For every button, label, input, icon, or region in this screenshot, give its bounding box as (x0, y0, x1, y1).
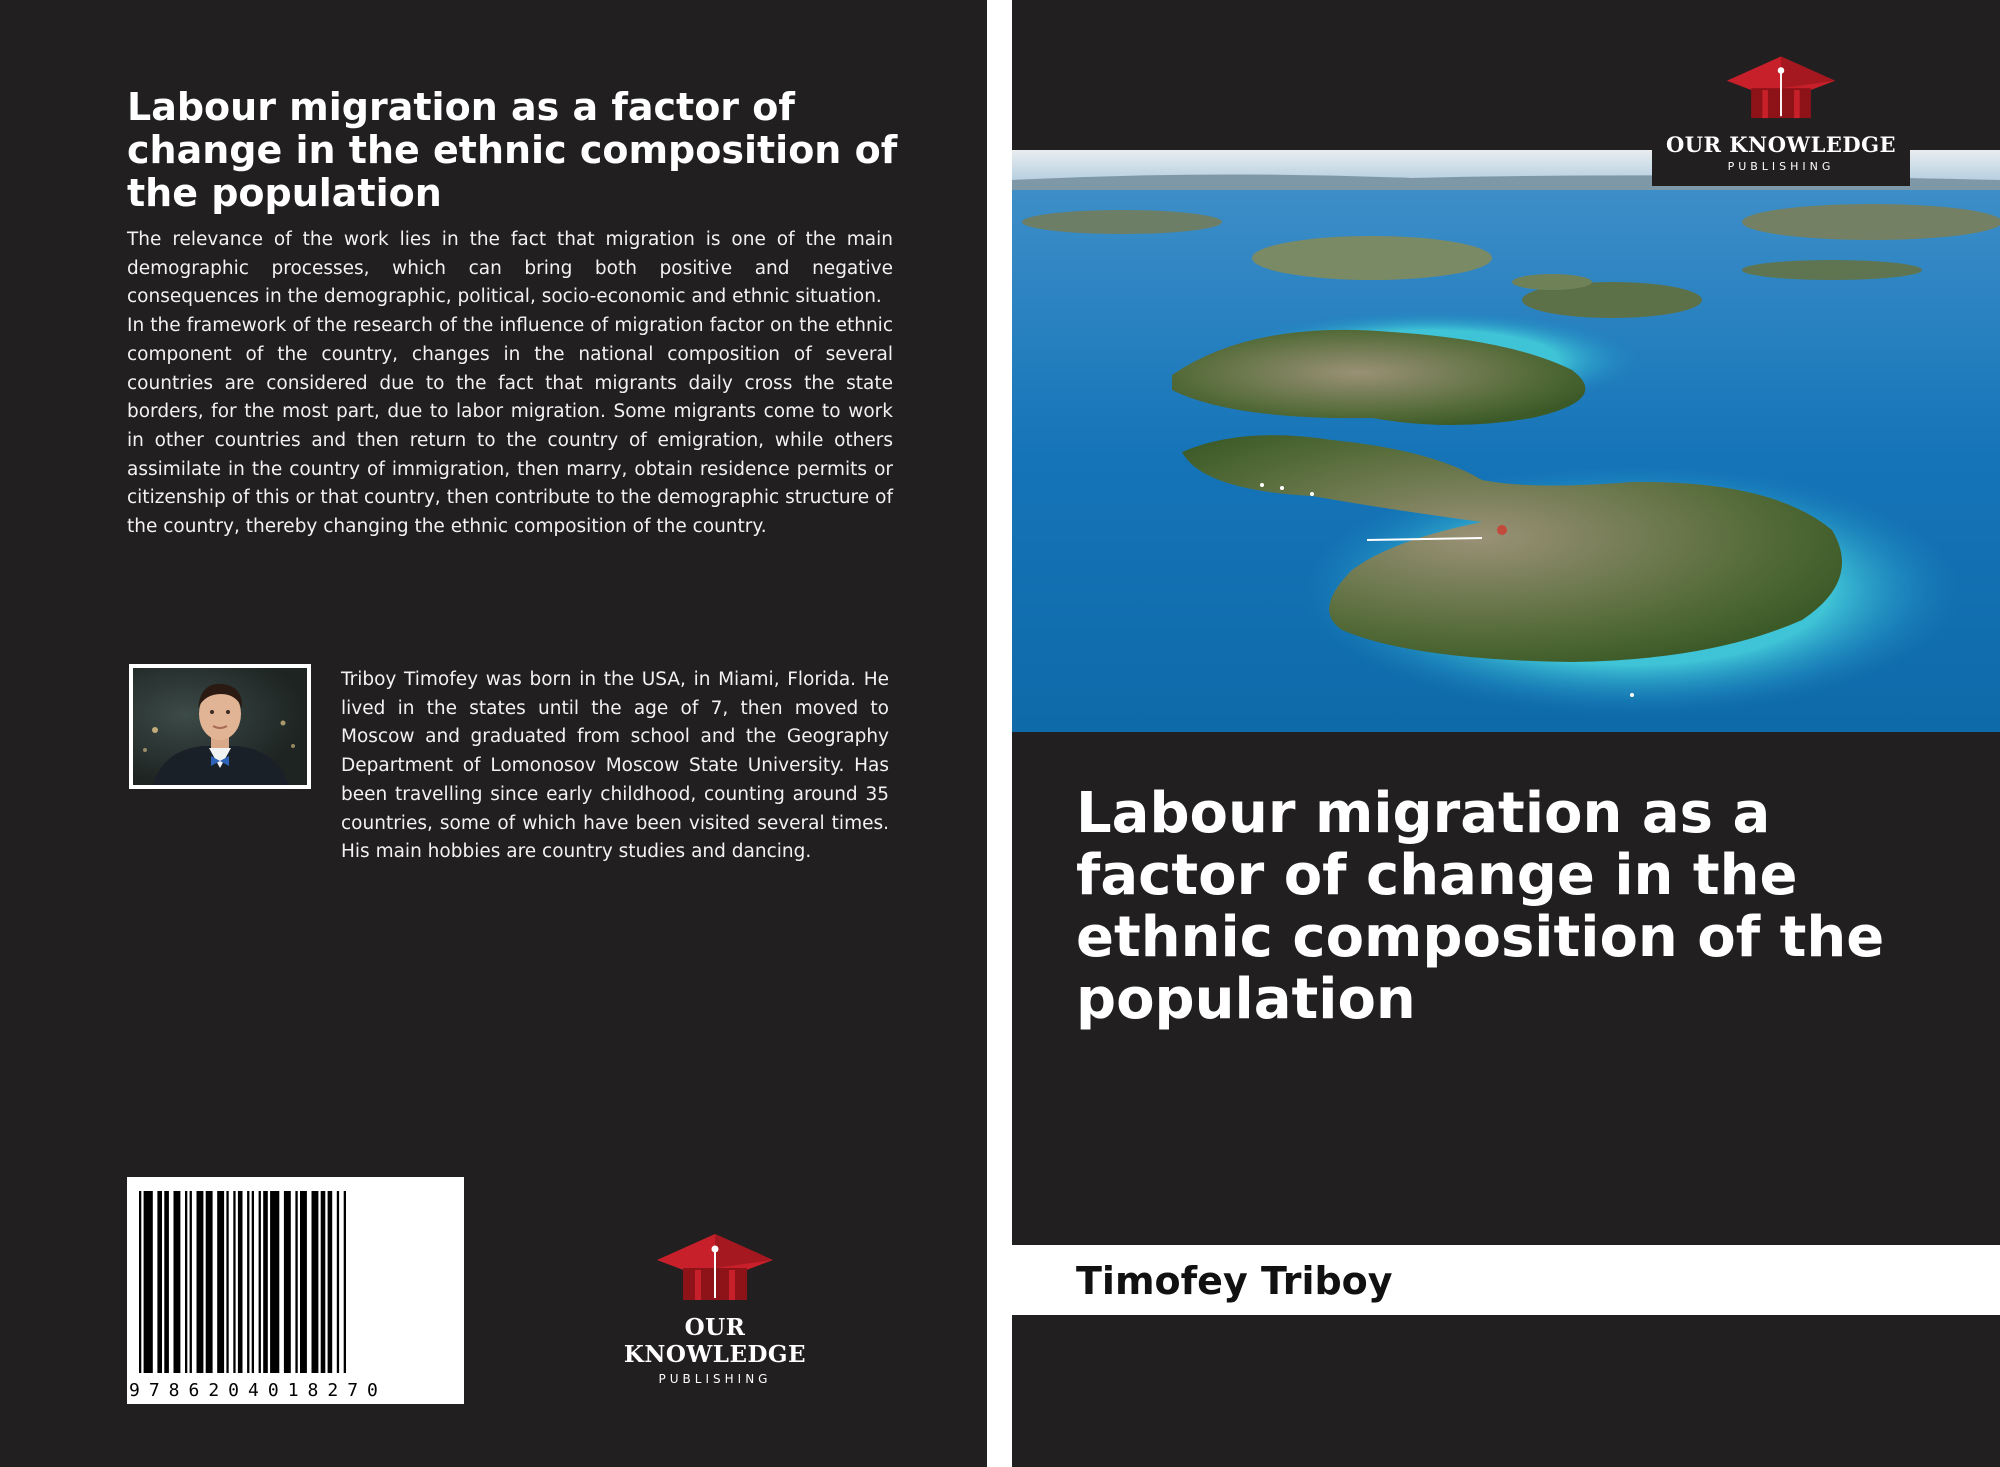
barcode-bar (190, 1191, 192, 1373)
barcode-bar (337, 1191, 339, 1373)
author-name: Timofey Triboy (1076, 1259, 1393, 1303)
author-band (1012, 1245, 2000, 1315)
barcode-bar (312, 1191, 319, 1373)
publisher-sub: PUBLISHING (1727, 160, 1835, 173)
barcode-bar (206, 1191, 213, 1373)
graduation-cap-icon (655, 1232, 775, 1310)
barcode-bar (344, 1191, 346, 1373)
barcode-bar (259, 1191, 261, 1373)
barcode-bar (295, 1191, 297, 1373)
barcode-bar (144, 1191, 153, 1373)
isbn-number: 9786204018270 (129, 1380, 387, 1401)
back-cover (0, 0, 987, 1467)
front-publisher-logo-box (1652, 46, 1910, 186)
barcode-bars (127, 1177, 464, 1404)
barcode-bar (328, 1191, 333, 1373)
publisher-brand: OUR KNOWLEDGE (1665, 132, 1897, 157)
back-publisher-logo (590, 1232, 840, 1386)
aerial-islands-image (1012, 150, 2000, 732)
back-cover-blurb (127, 226, 893, 542)
barcode-bar (252, 1191, 254, 1373)
barcode-bar (300, 1191, 307, 1373)
graduation-cap-icon (1725, 54, 1837, 128)
front-publisher-logo (1652, 54, 1910, 173)
isbn-barcode (127, 1177, 464, 1404)
barcode-bar (164, 1191, 169, 1373)
back-cover-title: Labour migration as a factor of change in the ethnic composition of the population (127, 85, 898, 215)
barcode-bar (263, 1191, 268, 1373)
barcode-bar (284, 1191, 291, 1373)
barcode-bar (185, 1191, 187, 1373)
barcode-bar (157, 1191, 162, 1373)
front-cover-title: Labour migration as a factor of change in the ethnic composition of the population (1076, 781, 1885, 1032)
barcode-bar (197, 1191, 204, 1373)
author-photo (129, 664, 311, 789)
cover-photo-islands (1012, 150, 2000, 732)
barcode-bar (321, 1191, 326, 1373)
author-bio: Triboy Timofey was born in the USA, in Miami, Florida. He lived in the states until the age of 7, then moved to Moscow and graduated from school and the Geography Department of Lomonosov Moscow State University. Has been travelling since early childhood, counting around 35 countries, some of which have been visited several times. His main hobbies are country studies and dancing. (341, 669, 889, 863)
barcode-bar (238, 1191, 243, 1373)
blurb-paragraph: In the framework of the research of the influence of migration factor on the ethnic component of the country, changes in the national composition of several countries are considered due to the fact that migrants daily cross the state borders, for the most part, due to labor migration. Some migrants come to work in other countries and then return to the country of emigration, while others assimilate in the country of immigration, then marry, obtain residence permits or citizenship of this or that country, then contribute to the demographic structure of the country, thereby changing the ethnic composition of the country. (127, 315, 893, 538)
blurb-paragraph: The relevance of the work lies in the fact that migration is one of the main demographic processes, which can bring both positive and negative consequences in the demographic, political, socio-economic and ethnic situation. (127, 229, 893, 308)
barcode-bar (247, 1191, 249, 1373)
barcode-bar (233, 1191, 235, 1373)
barcode-bar (174, 1191, 181, 1373)
barcode-bar (226, 1191, 228, 1373)
author-portrait-image (133, 668, 307, 785)
barcode-bar (217, 1191, 224, 1373)
barcode-bar (270, 1191, 279, 1373)
publisher-brand: OUR KNOWLEDGE (623, 1314, 807, 1368)
barcode-bar (139, 1191, 141, 1373)
spine-divider (987, 0, 1012, 1467)
publisher-sub: PUBLISHING (658, 1372, 772, 1386)
